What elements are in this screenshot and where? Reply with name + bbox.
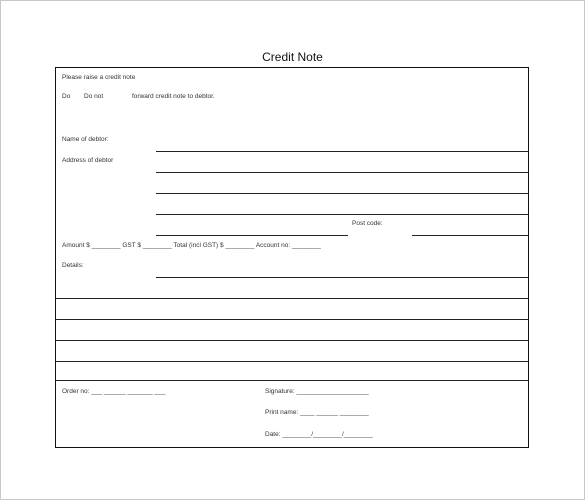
details-label: Details: xyxy=(62,262,84,269)
debtor-address-line-1[interactable] xyxy=(156,172,529,173)
raise-credit-note-label: Please raise a credit note xyxy=(62,74,136,81)
forward-label: forward credit note to debtor. xyxy=(132,93,215,100)
postcode-label: Post code: xyxy=(352,220,383,227)
amounts-line: Amount $ ________ GST $ ________ Total (incl GST) $ ________ Account no: ________ xyxy=(62,242,321,249)
form-title: Credit Note xyxy=(262,50,323,64)
details-line-1[interactable] xyxy=(156,277,529,278)
do-not-option[interactable]: Do not xyxy=(84,93,104,100)
do-option[interactable]: Do xyxy=(62,93,71,100)
details-line-5[interactable] xyxy=(56,361,528,362)
order-number-line[interactable]: Order no: ___ ______ _______ ___ xyxy=(62,388,166,395)
print-name-line[interactable]: Print name: ____ ______ ________ xyxy=(265,409,369,416)
details-line-6[interactable] xyxy=(56,380,528,381)
details-line-3[interactable] xyxy=(56,319,528,320)
debtor-name-label: Name of debtor: xyxy=(62,136,109,143)
details-line-2[interactable] xyxy=(56,298,528,299)
debtor-address-label: Address of debtor xyxy=(62,157,114,164)
debtor-address-line-4[interactable] xyxy=(156,235,348,236)
signature-line[interactable]: Signature: ____________________ xyxy=(265,388,369,395)
debtor-name-line[interactable] xyxy=(156,151,529,152)
credit-note-form xyxy=(55,67,529,448)
details-line-4[interactable] xyxy=(56,340,528,341)
debtor-address-line-2[interactable] xyxy=(156,193,529,194)
debtor-address-line-3[interactable] xyxy=(156,214,529,215)
postcode-line[interactable] xyxy=(412,235,529,236)
date-line[interactable]: Date: ________/________/________ xyxy=(265,431,373,438)
